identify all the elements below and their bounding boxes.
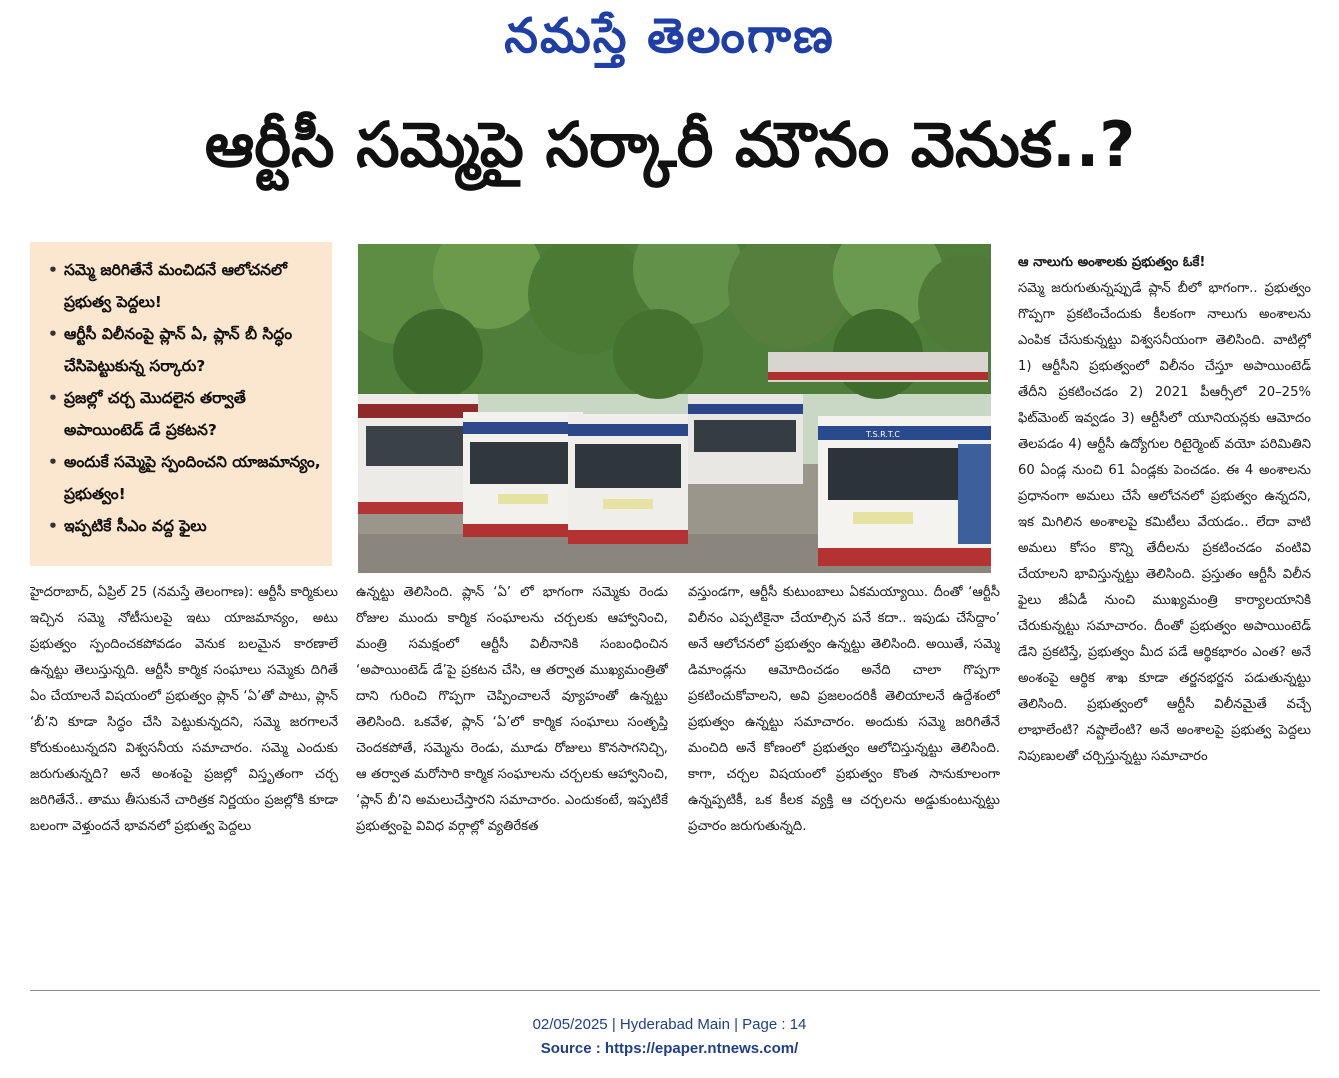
bus-depot-photo <box>358 244 991 573</box>
bus-label: T.S.R.T.C <box>866 430 900 439</box>
article-column-2 <box>356 580 668 972</box>
source-link[interactable]: Source : https://epaper.ntnews.com/ <box>540 1040 799 1057</box>
highlight-item: • సమ్మె జరిగితేనే మంచిదనే ఆలోచనలో ప్రభుత్వ పెద్దలు! <box>48 254 322 318</box>
article-column-1 <box>30 580 338 972</box>
article-text: సమ్మె జరుగుతున్నప్పుడే ప్లాన్ బీలో భాగంగా.. ప్రభుత్వం గొప్పగా ప్రకటించేందుకు కీలకంగా నాలుగు అంశాలను ఎంపిక చేసుకున్నట్టు విశ్వసనీయంగా తెలిసింది. వాటిల్లో 1) ఆర్టీసీని ప్రభుత్వంలో విలీనం చేస్తూ అపాయింటెడ్ తేదీని ప్రకటించడం 2) 2021 పీఆర్సీలో 20–25% ఫిట్‌మెంట్ ఇవ్వడం 3) ఆర్టీసీలో యూనియన్లకు ఆమోదం తెలపడం 4) ఆర్టీసీ ఉద్యోగుల రిటైర్మెంట్ వయో పరిమితిని 60 ఏండ్ల నుంచి 61 ఏండ్లకు పెంచడం. ఈ 4 అంశాలను ప్రధానంగా అమలు చేసే ఆలోచనలో ప్రభుత్వం ఉన్నదని, ఇక మిగిలిన అంశాలపై కమిటీలు వేయడం.. లేదా వాటి అమలు కోసం కొన్ని తేదీలను ప్రకటించడం వంటివి చేయాలని భావిస్తున్నట్టు తెలిసింది. ప్రస్తుతం ఆర్టీసీ విలీన ఫైలు జీఏడీ నుంచి ముఖ్యమంత్రి కార్యాలయానికి చేరుకున్నట్టు సమాచారం. దీంతో ప్రభుత్వం అపాయింటెడ్ డేని ప్రకటిస్తే, ప్రభుత్వం మీద పడే ఆర్థికభారం ఎంత? అనే అంశంపై ఆర్థిక శాఖ కూడా తర్జనభర్జన పడుతున్నట్టు తెలిసింది. ప్రభుత్వంలో ఆర్టీసీ విలీనమైతే వచ్చే లాభాలేంటి? నష్టాలేంటి? అనే అంశాలపై ప్రభుత్వ పెద్దలు నిపుణులతో చర్చిస్తున్నట్టు సమాచారం <box>1018 281 1311 764</box>
article-text: హైదరాబాద్, ఏప్రిల్ 25 (నమస్తే తెలంగాణ): ఆర్టీసీ కార్మికులు ఇచ్చిన సమ్మె నోటీసులపై ఇటు యాజమాన్యం, అటు ప్రభుత్వం స్పందించకపోవడం వెనుక బలమైన కారణాలే ఉన్నట్టు తెలుస్తున్నది. ఆర్టీసీ కార్మిక సంఘాలు సమ్మెకు దిగితే ఏం చేయాలనే విషయంలో ప్రభుత్వం ప్లాన్ ‘ఏ’తో పాటు, ప్లాన్ ‘బీ’ని కూడా సిద్ధం చేసి పెట్టుకున్నదని, సమ్మె జరగాలనే కోరుకుంటున్నదని విశ్వసనీయ సమాచారం. సమ్మె ఎందుకు జరుగుతున్నది? అనే అంశంపై ప్రజల్లో విస్తృతంగా చర్చ జరిగితేనే.. తాము తీసుకునే చారిత్రక నిర్ణయం ప్రజల్లోకి కూడా బలంగా వెళ్తుందనే భావనలో ప్రభుత్వ పెద్దలు <box>30 585 338 834</box>
article-column-3 <box>688 580 1000 972</box>
article-column-4 <box>1018 250 1311 972</box>
article-text: వస్తుండగా, ఆర్టీసీ కుటుంబాలు ఏకమయ్యాయి. దీంతో ‘ఆర్టీసీ విలీనం ఎప్పటికైనా చేయాల్సిన పనే కదా.. ఇపుడు చేసేద్దాం’ అనే ఆలోచనలో ప్రభుత్వం ఉన్నట్టు తెలిసింది. అయితే, సమ్మె డిమాండ్లను ఆమోదించడం అనేది చాలా గొప్పగా ప్రకటించుకోవాలని, అవి ప్రజలందరికీ తెలియాలనే ఉద్దేశంలో ప్రభుత్వం ఉన్నట్టు సమాచారం. అందుకు సమ్మె జరిగితేనే మంచిది అనే కోణంలో ప్రభుత్వం ఆలోచిస్తున్నట్టు తెలిసింది. కాగా, చర్చల విషయంలో ప్రభుత్వం కొంత సానుకూలంగా ఉన్నప్పటికీ, ఒక కీలక వ్యక్తి ఆ చర్చలను అడ్డుకుంటున్నట్టు ప్రచారం జరుగుతున్నది. <box>688 585 1000 834</box>
highlights-box <box>30 242 332 566</box>
highlight-item: • ఇప్పటికే సీఎం వద్ద ఫైలు <box>48 510 322 542</box>
highlight-item: • అందుకే సమ్మెపై స్పందించని యాజమాన్యం, ప్రభుత్వం! <box>48 446 322 510</box>
masthead-logo: నమస్తే తెలంగాణ <box>504 8 835 64</box>
highlights-list <box>48 254 322 542</box>
edition-info: 02/05/2025 | Hyderabad Main | Page : 14 <box>532 1016 807 1033</box>
headline: ఆర్టీసీ సమ్మెపై సర్కారీ మౌనం వెనుక..? <box>204 108 1136 181</box>
column-subheading: ఆ నాలుగు అంశాలకు ప్రభుత్వం ఓకే! <box>1018 255 1206 270</box>
highlight-item: • ప్రజల్లో చర్చ మొదలైన తర్వాతే అపాయింటెడ్ డే ప్రకటన? <box>48 382 322 446</box>
article-text: ఉన్నట్టు తెలిసింది. ప్లాన్ ‘ఏ’ లో భాగంగా సమ్మెకు రెండు రోజుల ముందు కార్మిక సంఘాలను చర్చలకు ఆహ్వానించి, మంత్రి సమక్షంలో ఆర్టీసీ విలీనానికి సంబంధించిన ‘అపాయింటెడ్ డే’పై ప్రకటన చేసి, ఆ తర్వాత ముఖ్యమంత్రితో దాని గురించి గొప్పగా చెప్పించాలనే వ్యూహంతో ఉన్నట్టు తెలిసింది. ఒకవేళ, ప్లాన్ ‘ఏ’లో కార్మిక సంఘాలు సంతృప్తి చెందకపోతే, సమ్మెను రెండు, మూడు రోజులు కొనసాగనిచ్చి, ఆ తర్వాత మరోసారి కార్మిక సంఘాలను చర్చలకు ఆహ్వానించి, ‘ప్లాన్ బీ’ని అమలుచేస్తారని సమాచారం. ఎందుకంటే, ఇప్పటికే ప్రభుత్వంపై వివిధ వర్గాల్లో వ్యతిరేకత <box>356 585 668 834</box>
highlight-item: • ఆర్టీసీ విలీనంపై ప్లాన్ ఏ, ప్లాన్ బీ సిద్ధం చేసిపెట్టుకున్న సర్కారు? <box>48 318 322 382</box>
footer-divider <box>30 990 1320 991</box>
